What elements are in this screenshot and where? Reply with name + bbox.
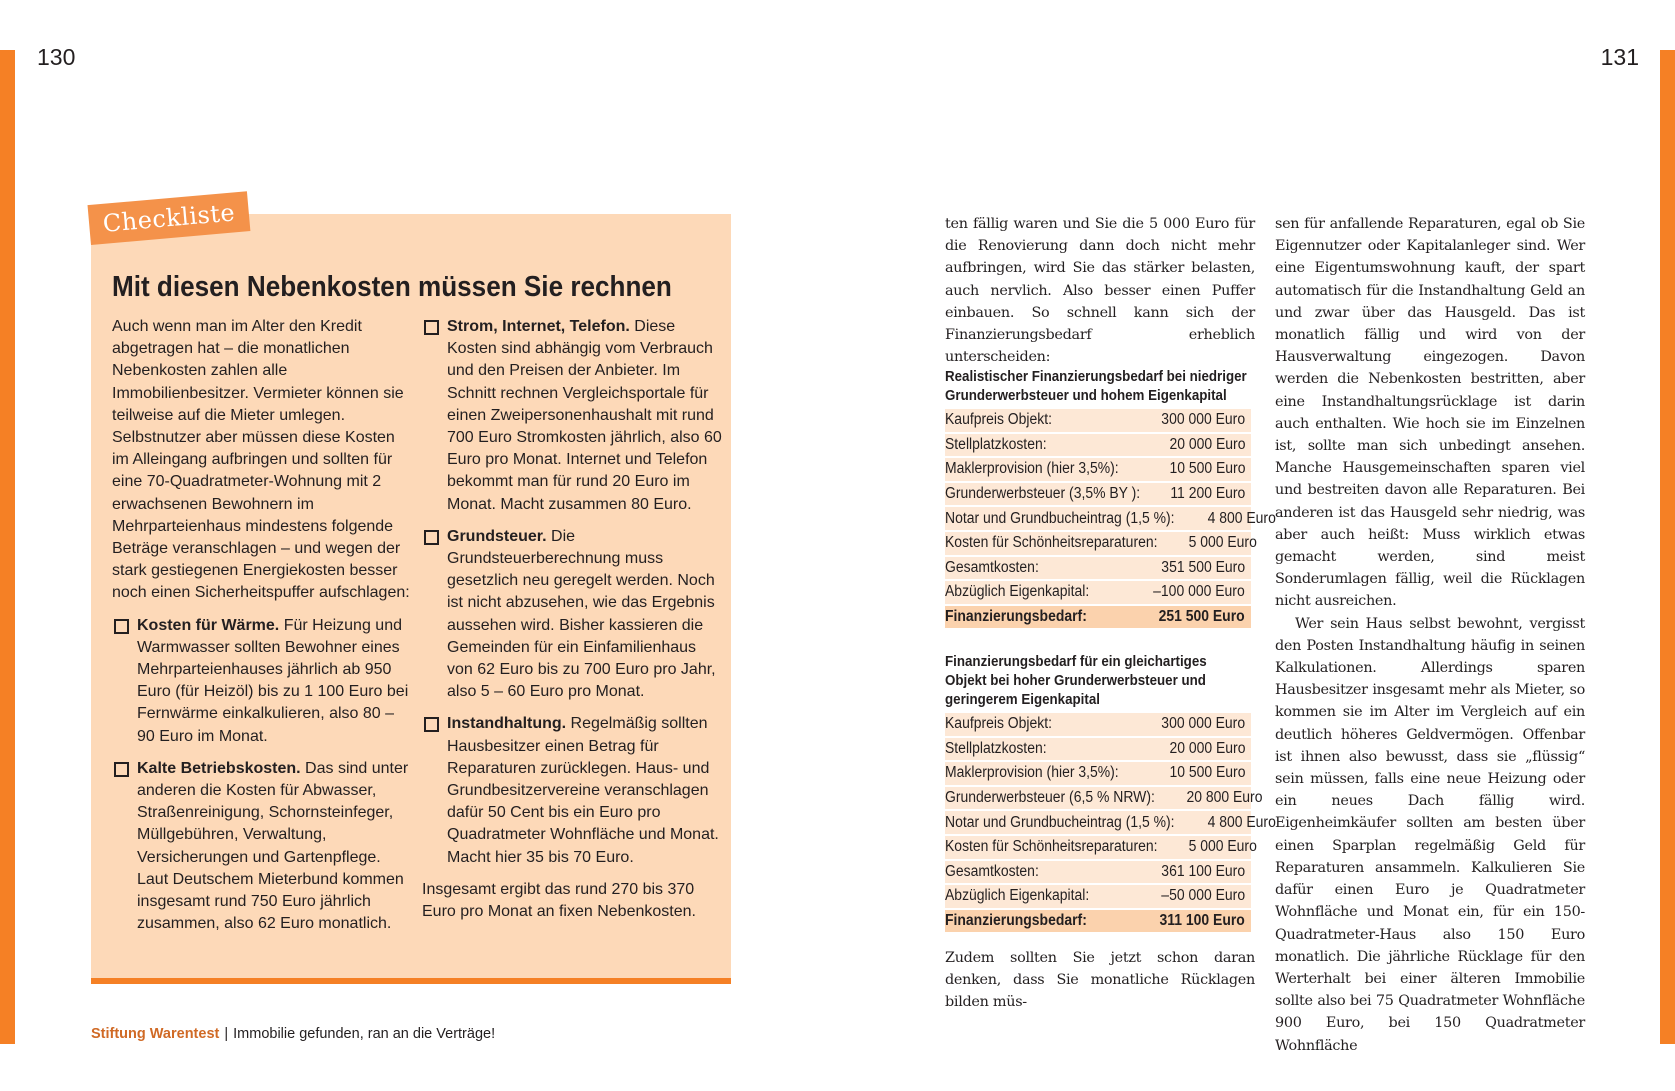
page-footer — [91, 1026, 495, 1042]
table-label: Finanzierungsbedarf: — [945, 912, 1087, 930]
checkbox-icon[interactable] — [114, 762, 129, 777]
table-row — [945, 885, 1251, 908]
table-label: Notar und Grundbucheintrag (1,5 %): — [945, 813, 1175, 831]
table-row — [945, 581, 1251, 604]
table-row — [945, 458, 1251, 481]
right-page-column-1-outro — [945, 947, 1255, 1014]
checklist-item-text: Das sind unter anderen die Kosten für Abwasser, Straßenreinigung, Schornsteinfeger, Müllgebühren, Verwaltung, Versicherungen und Gartenpflege. Laut Deutschem Mieterbund kommen insgesamt rund 750 Euro jährlich zusammen, also 62 Euro monatlich. — [137, 759, 409, 933]
checklist-item-text: Diese Kosten sind abhängig vom Verbrauch und den Preisen der Anbieter. Im Schnitt rechnen Vergleichsportale für einen Zweipersonenhaushalt mit rund 700 Euro Stromkosten jährlich, also 60 Euro pro Monat. Internet und Telefon bekommt man für rund 20 Euro im Monat. Macht zusammen 80 Euro. — [447, 318, 722, 513]
body-paragraph: Zudem sollten Sie jetzt schon daran denken, dass Sie monatliche Rücklagen bilden müs- — [945, 950, 1255, 1011]
checklist-item-text: Für Heizung und Warmwasser sollten Bewohner eines Mehrparteienhauses jährlich ab 950 Euro (für Heizöl) bis zu 1 100 Euro bei Fernwärme einkalkulieren, also 80 – 90 Euro im Monat. — [137, 616, 409, 745]
right-page-column-1 — [945, 213, 1255, 368]
checkbox-icon[interactable] — [424, 717, 439, 732]
table-value: –50 000 Euro — [1161, 887, 1245, 905]
table-row — [945, 836, 1257, 859]
checklist-item-heading: Grundsteuer. — [447, 527, 547, 545]
table-label: Stellplatzkosten: — [945, 435, 1047, 453]
page-number-left: 130 — [37, 44, 76, 70]
table-label: Finanzierungsbedarf: — [945, 608, 1087, 626]
table-row — [945, 787, 1263, 810]
financing-table-1 — [945, 368, 1276, 630]
right-page-column-2 — [1275, 213, 1585, 1057]
checklist-column-2 — [422, 316, 722, 923]
left-edge-bar — [0, 50, 15, 1044]
checkbox-icon[interactable] — [424, 320, 439, 335]
table-label: Notar und Grundbucheintrag (1,5 %): — [945, 509, 1175, 527]
table-row — [945, 409, 1251, 432]
table-label: Maklerprovision (hier 3,5%): — [945, 764, 1119, 782]
financing-table-2 — [945, 653, 1276, 934]
checklist-item — [422, 316, 722, 516]
table-value: 20 800 Euro — [1186, 789, 1263, 807]
table-label: Kaufpreis Objekt: — [945, 715, 1053, 733]
table-label: Grunderwerbsteuer (6,5 % NRW): — [945, 789, 1155, 807]
checklist-bottom-rule — [91, 978, 731, 984]
table-row — [945, 738, 1251, 761]
checklist-intro: Auch wenn man im Alter den Kredit abgetragen hat – die monatlichen Nebenkosten zahlen alle Immobilienbesitzer. Vermieter können sie teilweise auf die Mieter umlegen. Selbstnutzer aber müssen diese Kosten im Alleingang aufbringen und sollten für eine 70-Quadratmeter-Wohnung mit 2 erwachsenen Bewohnern im Mehrparteienhaus mindestens folgende Beträge veranschlagen – und wegen der stark gestiegenen Energiekosten besser noch einen Sicherheitspuffer aufschlagen: — [112, 318, 410, 602]
body-paragraph: sen für anfallende Reparaturen, egal ob Sie Eigennutzer oder Kapitalanleger sind. Wer eine Eigentumswohnung kauft, der spart automatisch für die Instandhaltung Geld an und zwar über das Hausgeld. Das ist monatlich fällig und wird von der Hausverwaltung eingezogen. Davon werden die Nebenkosten bestritten, aber eine Instandhaltungsrücklage ist darin auch enthalten. Wie hoch sie im Einzelnen ist, sollte man sich unbedingt ansehen. Manche Hausgemeinschaften sparen viel und bestreiten davon alle Reparaturen. Bei anderen ist das Hausgeld sehr niedrig, was aber auch heißt: Muss wirklich etwas gemacht werden, sind meist Sonderumlagen fällig, weil die Rücklagen nicht ausreichen. — [1275, 216, 1585, 610]
checklist-tag-label: Checkliste — [101, 198, 237, 238]
table-label: Abzüglich Eigenkapital: — [945, 887, 1090, 905]
table-row — [945, 557, 1251, 580]
body-paragraph: Wer sein Haus selbst bewohnt, vergisst den Posten Instandhaltung häufig in seinen Kalkulationen. Allerdings sparen Hausbesitzer insgesamt mehr als Mieter, so kommen sie im Alter im Vergleich auf ein deutlich höheres Geldvermögen. Offenbar ist ihnen also bewusst, dass sie „flüssig“ sein müssen, falls eine neue Heizung oder ein neues Dach fällig wird. Eigenheimkäufer sollten am besten über einen Sparplan regelmäßig Geld für Reparaturen ansammeln. Kalkulieren Sie dafür einen Euro je Quadratmeter Wohnfläche und Monat ein, für ein 150-Quadratmeter-Haus also 150 Euro monatlich. Die jährliche Rücklage für den Werterhalt bei einer älteren Immobilie sollte also bei 75 Quadratmeter Wohnfläche 900 Euro, bei 150 Quadratmeter Wohnfläche — [1275, 615, 1585, 1054]
page-number-right: 131 — [1600, 44, 1639, 70]
checklist-title: Mit diesen Nebenkosten müssen Sie rechnen — [112, 271, 672, 303]
table-title: Realistischer Finanzierungsbedarf bei niedriger Grunderwerbsteuer und hohem Eigenkapital — [945, 369, 1247, 404]
table-row — [945, 507, 1276, 530]
checkbox-icon[interactable] — [114, 619, 129, 634]
table-row — [945, 762, 1251, 785]
checklist-item-heading: Strom, Internet, Telefon. — [447, 318, 630, 335]
table-row — [945, 811, 1276, 834]
table-row — [945, 434, 1251, 457]
checklist-summary: Insgesamt ergibt das rund 270 bis 370 Euro pro Monat an fixen Nebenkosten. — [422, 880, 696, 921]
table-value: 20 000 Euro — [1168, 435, 1245, 453]
checklist-item — [112, 615, 412, 748]
footer-separator: | — [224, 1026, 229, 1042]
table-label: Stellplatzkosten: — [945, 739, 1047, 757]
checklist-item — [422, 713, 722, 868]
checklist-item-heading: Kalte Betriebskosten. — [137, 759, 301, 777]
table-label: Kosten für Schönheitsreparaturen: — [945, 838, 1158, 856]
table-value: 5 000 Euro — [1188, 838, 1257, 856]
checklist-item-text: Regelmäßig sollten Hausbesitzer einen Betrag für Reparaturen zurücklegen. Haus- und Grundbesitzervereine veranschlagen dafür 50 Cent bis ein Euro pro Quadratmeter Wohnfläche und Monat. Macht hier 35 bis 70 Euro. — [447, 715, 719, 866]
table-row — [945, 861, 1251, 884]
table-value: 311 100 Euro — [1159, 912, 1245, 930]
table-value: 5 000 Euro — [1188, 534, 1257, 552]
table-value: 10 500 Euro — [1168, 460, 1245, 478]
table-value: 251 500 Euro — [1158, 608, 1245, 626]
publisher-name: Stiftung Warentest — [91, 1026, 220, 1042]
table-row — [945, 713, 1251, 736]
table-value: 20 000 Euro — [1168, 739, 1245, 757]
body-paragraph: ten fällig waren und Sie die 5 000 Euro für die Renovierung dann doch nicht mehr aufbringen, wird Sie das stärker belasten, auch nervlich. Also besser einen Puffer einbauen. So schnell kann sich der Finanzierungsbedarf erheblich unterscheiden: — [945, 216, 1255, 366]
table-value: 11 200 Euro — [1170, 485, 1246, 503]
right-edge-bar — [1660, 50, 1675, 1044]
table-value: 10 500 Euro — [1168, 764, 1245, 782]
table-value: 4 800 Euro — [1207, 813, 1276, 831]
table-value: 300 000 Euro — [1161, 411, 1245, 429]
checklist-item-text: Die Grundsteuerberechnung muss gesetzlich neu geregelt werden. Noch ist nicht abzusehen, wie das Ergebnis aussehen wird. Bisher kassieren die Gemeinden für ein Einfamilienhaus von 62 Euro bis zu 700 Euro pro Jahr, also 5 – 60 Euro pro Monat. — [447, 527, 716, 701]
table-row — [945, 532, 1257, 555]
table-value: 351 500 Euro — [1161, 558, 1245, 576]
table-label: Abzüglich Eigenkapital: — [945, 583, 1090, 601]
table-total-row — [945, 606, 1251, 629]
book-title: Immobilie gefunden, ran an die Verträge! — [233, 1026, 496, 1042]
table-label: Kosten für Schönheitsreparaturen: — [945, 534, 1158, 552]
checkbox-icon[interactable] — [424, 530, 439, 545]
table-row — [945, 483, 1251, 506]
table-value: 361 100 Euro — [1161, 862, 1245, 880]
table-value: 300 000 Euro — [1161, 715, 1245, 733]
table-label: Kaufpreis Objekt: — [945, 411, 1053, 429]
table-label: Grunderwerbsteuer (3,5% BY ): — [945, 485, 1141, 503]
table-value: 4 800 Euro — [1207, 509, 1276, 527]
table-value: –100 000 Euro — [1153, 583, 1245, 601]
checklist-item — [422, 526, 722, 704]
checklist-column-1 — [112, 316, 412, 935]
table-title: Finanzierungsbedarf für ein gleichartiges Objekt bei hoher Grunderwerbsteuer und geringerem Eigenkapital — [945, 654, 1207, 708]
checklist-item-heading: Instandhaltung. — [447, 715, 567, 733]
checklist-item — [112, 758, 412, 936]
table-total-row — [945, 910, 1251, 933]
checklist-item-heading: Kosten für Wärme. — [137, 616, 280, 634]
table-label: Maklerprovision (hier 3,5%): — [945, 460, 1119, 478]
table-label: Gesamtkosten: — [945, 862, 1039, 880]
table-label: Gesamtkosten: — [945, 558, 1039, 576]
